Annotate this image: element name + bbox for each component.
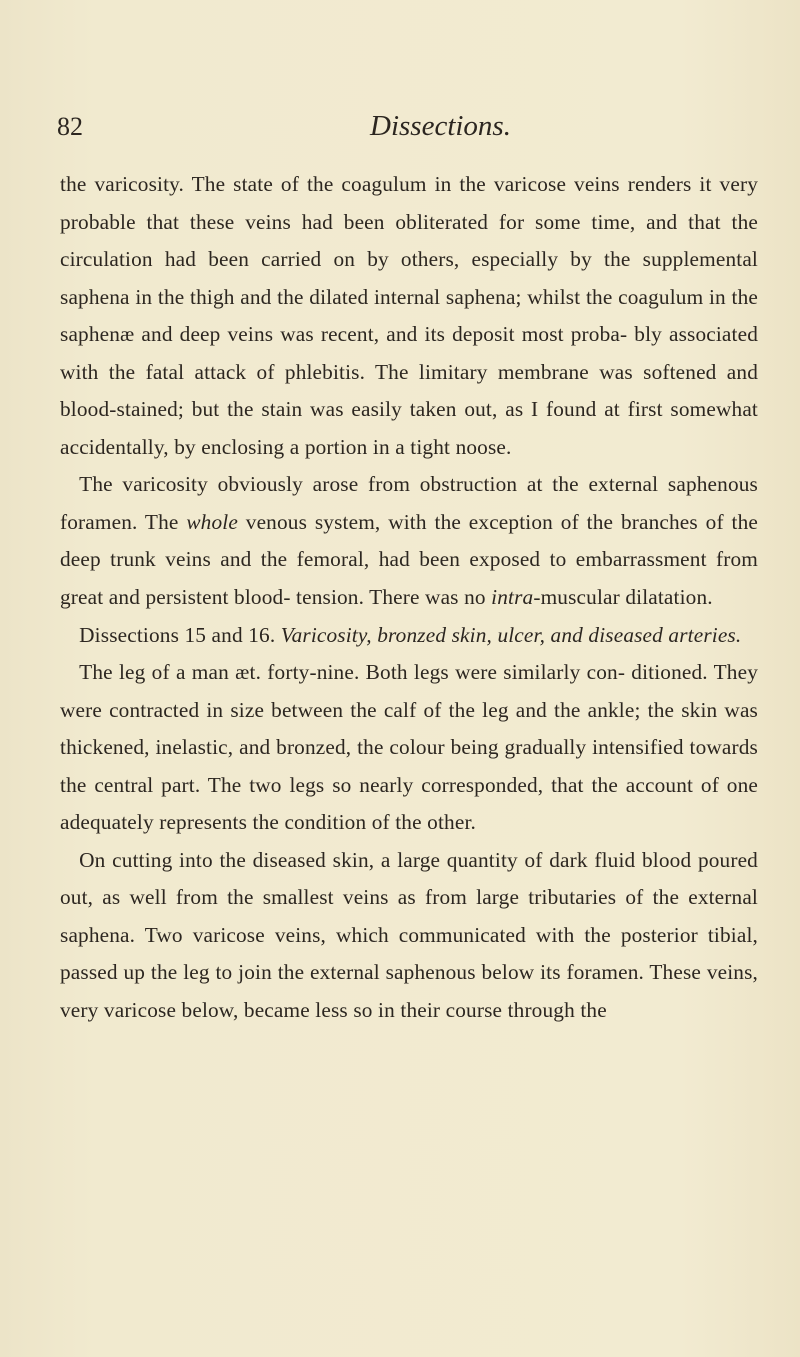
paragraph-cutting: On cutting into the diseased skin, a large quantity of dark fluid blood poured out, as well from the smallest veins as from large tributaries of the external saphena. Two varicose veins, which communicated with the posterior tibial, passed up the leg to join the external saphenous below its foramen. These veins, very varicose below, became less so in their course through the: [60, 847, 758, 1023]
text-run: venous system, with the exception of the branches of the deep trunk veins and the femoral, had been exposed to embarrassment from great and persistent blood- tension. There was no: [60, 509, 758, 610]
paragraph-varicosity-cause: [60, 466, 758, 616]
paragraph-leg-description: The leg of a man æt. forty-nine. Both legs were similarly con- ditioned. They were contracted in size between the calf of the leg and the ankle; the skin was thickened, inelastic, and bronzed, the colour being gradually intensified towards the central part. The two legs so nearly corresponded, that the account of one adequately represents the condition of the other.: [60, 660, 758, 835]
text-run: -muscular dilatation.: [533, 585, 713, 610]
dissection-heading: [60, 617, 758, 655]
body-text: [60, 166, 758, 1030]
dissection-number: Dissections 15 and 16.: [79, 622, 281, 647]
paragraph-continuation: the varicosity. The state of the coagulum in the varicose veins renders it very probable that these veins had been obliterated for some time, and that the circulation had been carried on by others, especially by the supplemental saphena in the thigh and the dilated internal saphena; whilst the coagulum in the saphenæ and deep veins was recent, and its deposit most proba- bly associated with the fatal attack of phlebitis. The limitary membrane was softened and blood-stained; but the stain was easily taken out, as I found at first somewhat accidentally, by enclosing a portion in a tight noose.: [60, 172, 758, 459]
page-number: 82: [57, 112, 83, 141]
italic-whole: whole: [186, 509, 238, 534]
running-title: Dissections.: [370, 110, 511, 142]
dissection-title: Varicosity, bronzed skin, ulcer, and diseased arteries.: [280, 622, 742, 647]
page-header: [0, 108, 800, 158]
text-run: The varicosity obviously arose from obstruction at the external saphenous foramen. The: [60, 472, 758, 534]
italic-intra: intra: [491, 585, 534, 610]
